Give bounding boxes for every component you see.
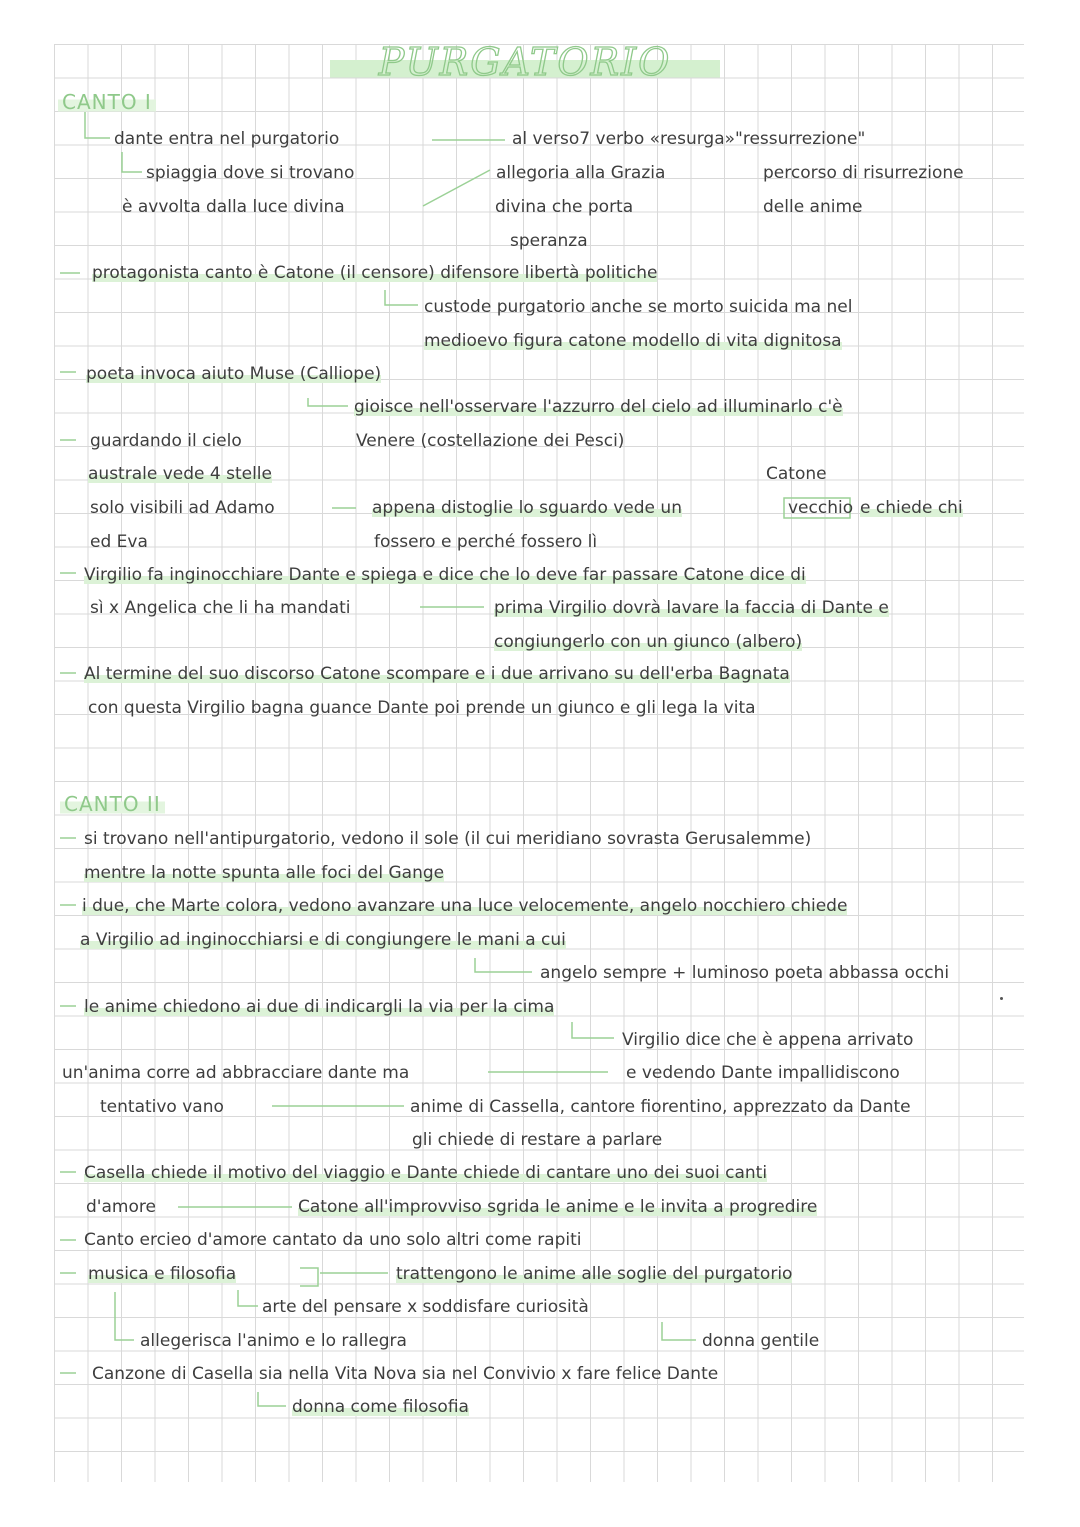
note-line: divina che porta	[495, 197, 634, 217]
note-line: si trovano nell'antipurgatorio, vedono il sole (il cui meridiano sovrasta Gerusalemme)	[84, 829, 812, 849]
note-line: con questa Virgilio bagna guance Dante poi prende un giunco e gli lega la vita	[88, 698, 756, 718]
note-line: d'amore	[86, 1197, 156, 1217]
note-line: Virgilio dice che è appena arrivato	[622, 1030, 914, 1050]
note-line: appena distoglie lo sguardo vede un	[372, 498, 682, 518]
note-line: allegoria alla Grazia	[496, 163, 666, 183]
note-line: percorso di risurrezione	[763, 163, 964, 183]
note-line: le anime chiedono ai due di indicargli la via per la cima	[84, 997, 555, 1017]
note-line: donna come filosofia	[292, 1397, 469, 1417]
note-line: e vedendo Dante impallidiscono	[626, 1063, 900, 1083]
note-line: anime di Cassella, cantore fiorentino, apprezzato da Dante	[410, 1097, 911, 1117]
note-line: arte del pensare x soddisfare curiosità	[262, 1297, 589, 1317]
note-line: prima Virgilio dovrà lavare la faccia di Dante e	[494, 598, 889, 618]
note-line: donna gentile	[702, 1331, 820, 1351]
note-line: i due, che Marte colora, vedono avanzare una luce velocemente, angelo nocchiero chiede	[82, 896, 848, 916]
note-line: gli chiede di restare a parlare	[412, 1130, 663, 1150]
note-line: Canto ercieo d'amore cantato da uno solo altri come rapiti	[84, 1230, 582, 1250]
note-line: musica e filosofia	[88, 1264, 237, 1284]
page-title: PURGATORIO	[330, 40, 720, 84]
ink-dot	[1000, 997, 1003, 1000]
note-line: speranza	[510, 231, 588, 251]
note-line: Venere (costellazione dei Pesci)	[356, 431, 625, 451]
note-line: un'anima corre ad abbracciare dante ma	[62, 1063, 410, 1083]
note-line: congiungerlo con un giunco (albero)	[494, 632, 803, 652]
note-line: Canzone di Casella sia nella Vita Nova sia nel Convivio x fare felice Dante	[92, 1364, 719, 1384]
note-line: tentativo vano	[100, 1097, 224, 1117]
note-line: sì x Angelica che li ha mandati	[90, 598, 351, 618]
note-line: poeta invoca aiuto Muse (Calliope)	[86, 364, 382, 384]
canto-1-heading: CANTO I	[58, 90, 156, 114]
note-line: Catone	[766, 464, 827, 484]
note-boxed-word: vecchio	[788, 498, 854, 518]
note-line: Casella chiede il motivo del viaggio e Dante chiede di cantare uno dei suoi canti	[84, 1163, 768, 1183]
note-line: medioevo figura catone modello di vita dignitosa	[424, 331, 842, 351]
note-line: australe vede 4 stelle	[88, 464, 272, 484]
note-line: protagonista canto è Catone (il censore) difensore libertà politiche	[92, 263, 658, 283]
note-line: Virgilio fa inginocchiare Dante e spiega e dice che lo deve far passare Catone dice di	[84, 565, 806, 585]
note-line: a Virgilio ad inginocchiarsi e di congiungere le mani a cui	[80, 930, 566, 950]
note-line: fossero e perché fossero lì	[374, 532, 598, 552]
note-line: mentre la notte spunta alle foci del Gange	[84, 863, 445, 883]
note-line: delle anime	[763, 197, 863, 217]
note-line: dante entra nel purgatorio	[114, 129, 340, 149]
note-line: Al termine del suo discorso Catone scompare e i due arrivano su dell'erba Bagnata	[84, 664, 790, 684]
note-line: spiaggia dove si trovano	[146, 163, 355, 183]
note-line: è avvolta dalla luce divina	[122, 197, 345, 217]
note-line: ed Eva	[90, 532, 148, 552]
note-line: allegerisca l'animo e lo rallegra	[140, 1331, 407, 1351]
note-line: solo visibili ad Adamo	[90, 498, 275, 518]
note-line: Catone all'improvviso sgrida le anime e le invita a progredire	[298, 1197, 818, 1217]
note-line: al verso7 verbo «resurga»"ressurrezione"	[512, 129, 866, 149]
note-line: custode purgatorio anche se morto suicida ma nel	[424, 297, 853, 317]
note-line: guardando il cielo	[90, 431, 242, 451]
note-line: e chiede chi	[860, 498, 963, 518]
note-line: angelo sempre + luminoso poeta abbassa occhi	[540, 963, 950, 983]
note-line: gioisce nell'osservare l'azzurro del cielo ad illuminarlo c'è	[354, 397, 843, 417]
note-line: trattengono le anime alle soglie del purgatorio	[396, 1264, 793, 1284]
canto-2-heading: CANTO II	[60, 792, 165, 816]
